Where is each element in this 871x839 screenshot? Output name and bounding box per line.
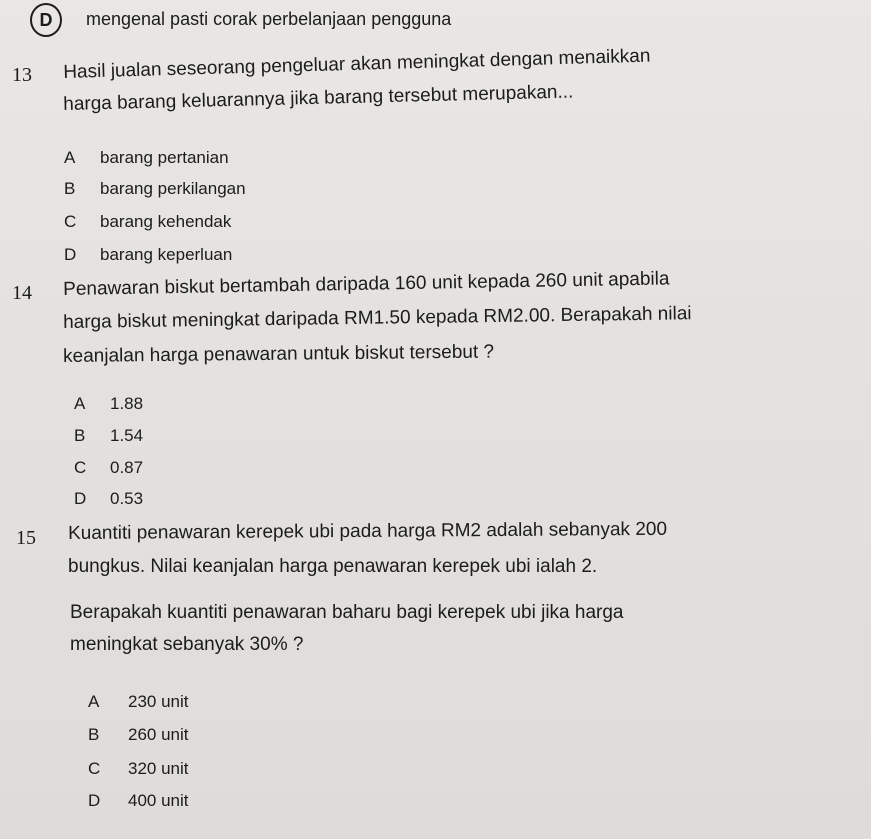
q15-option-c[interactable] [88,759,189,779]
q14-option-d[interactable] [74,489,143,509]
q14-option-c[interactable] [74,458,143,478]
option-text: barang kehendak [100,212,232,231]
q15-line-2: bungkus. Nilai keanjalan harga penawaran kerepek ubi ialah 2. [68,556,598,577]
option-text: 260 unit [128,725,189,744]
q13-option-b[interactable] [64,179,246,199]
q13-line-1: Hasil jualan seseorang pengeluar akan meningkat dengan menaikkan [63,45,651,83]
option-letter: B [88,725,100,744]
option-letter: A [64,148,76,167]
option-text: 230 unit [128,692,189,711]
q13-option-c[interactable] [64,212,231,232]
q14-line-1: Penawaran biskut bertambah daripada 160 unit kepada 260 unit apabila [63,268,670,300]
q15-line-1: Kuantiti penawaran kerepek ubi pada harga RM2 adalah sebanyak 200 [68,518,668,544]
circled-answer-d: D [30,3,62,37]
option-letter: D [64,245,77,264]
option-letter: C [64,212,77,231]
option-text: barang keperluan [100,245,233,264]
q15-option-b[interactable] [88,725,189,745]
option-text: 0.53 [110,489,144,508]
option-letter: C [74,458,87,477]
q13-option-d[interactable] [64,245,232,265]
option-text: 1.88 [110,394,144,413]
q14-line-3: keanjalan harga penawaran untuk biskut tersebut ? [63,341,495,367]
option-letter: A [74,394,86,413]
q15-line-3: Berapakah kuantiti penawaran baharu bagi kerepek ubi jika harga [70,602,624,623]
q15-option-d[interactable] [88,791,189,811]
q12-tail-text: mengenal pasti corak perbelanjaan pengguna [86,9,452,29]
q14-number: 14 [12,282,32,304]
option-letter: B [64,179,76,198]
option-text: barang pertanian [100,148,229,167]
option-text: barang perkilangan [100,179,246,198]
option-letter: A [88,692,100,711]
option-text: 400 unit [128,791,189,810]
option-letter: D [74,489,87,508]
q13-option-a[interactable] [64,148,229,168]
option-text: 0.87 [110,458,144,477]
q15-line-4: meningkat sebanyak 30% ? [70,634,304,655]
option-letter: B [74,426,86,445]
q13-line-2: harga barang keluarannya jika barang tersebut merupakan... [63,81,574,115]
q15-option-a[interactable] [88,692,189,712]
q13-number: 13 [12,64,32,86]
q14-line-2: harga biskut meningkat daripada RM1.50 kepada RM2.00. Berapakah nilai [63,303,692,333]
option-text: 1.54 [110,426,144,445]
q14-option-b[interactable] [74,426,143,446]
option-letter: D [88,791,101,810]
option-text: 320 unit [128,759,189,778]
option-letter: C [88,759,101,778]
q15-number: 15 [16,527,36,549]
q14-option-a[interactable] [74,394,143,414]
